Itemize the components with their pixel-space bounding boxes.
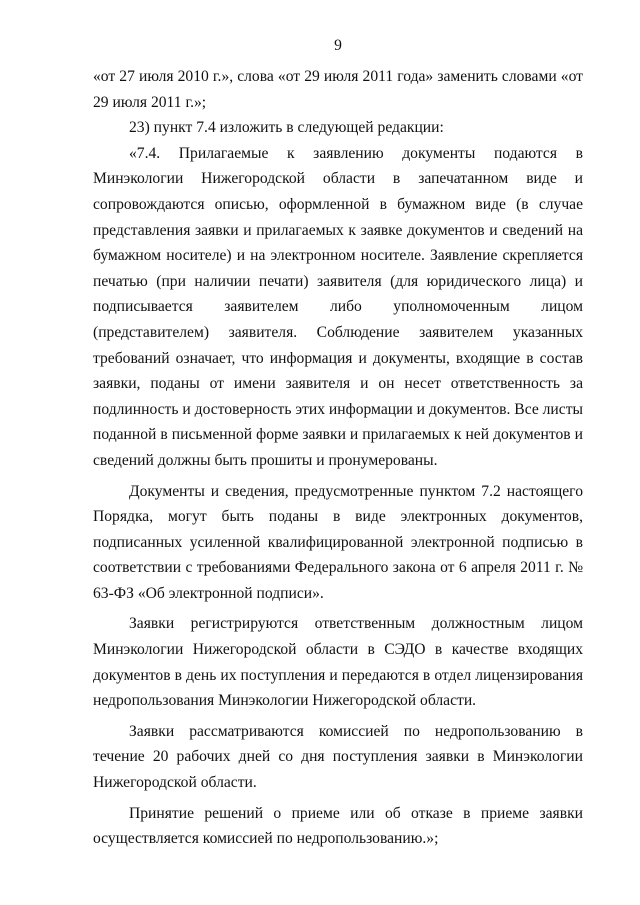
page-number: 9 — [334, 37, 342, 54]
paragraph-7: Принятие решений о приеме или об отказе в приеме заявки осуществляется комиссией по недропользованию.»; — [93, 804, 583, 848]
paragraph-3: «7.4. Прилагаемые к заявлению документы подаются в Минэкологии Нижегородской области в запечатанном виде и сопровождаются описью, оформленной в бумажном виде (в случае представления заявки и прилагаемых к заявке документов и сведений на бумажном носителе) и на электронном носителе. Заявление скрепляется печатью (при наличии печати) заявителя (для юридического лица) и подписывается заявителем либо уполномоченным лицом (представителем) заявителя. Соблюдение заявителем указанных требований означает, что информация и документы, входящие в состав заявки, поданы от имени заявителя и он несет ответственность за подлинность и достоверность этих информации и документов. Все листы поданной в письменной форме заявки и прилагаемых к ней документов и сведений должны быть прошиты и пронумерованы. — [93, 144, 583, 469]
paragraph-5: Заявки регистрируются ответственным должностным лицом Минэкологии Нижегородской области в СЭДО в качестве входящих документов в день их поступления и передаются в отдел лицензирования недропользования Минэкологии Нижегородской области. — [93, 615, 583, 710]
document-body — [93, 64, 583, 852]
paragraph-1: «от 27 июля 2010 г.», слова «от 29 июля 2011 года» заменить словами «от 29 июля 2011 г.»; — [93, 68, 583, 111]
paragraph-2: 23) пункт 7.4 изложить в следующей редакции: — [129, 119, 444, 137]
paragraph-4: Документы и сведения, предусмотренные пунктом 7.2 настоящего Порядка, могут быть поданы в виде электронных документов, подписанных усиленной квалифицированной электронной подписью в соответствии с требованиями Федерального закона от 6 апреля 2011 г. № 63-ФЗ «Об электронной подписи». — [93, 482, 583, 602]
paragraph-6: Заявки рассматриваются комиссией по недропользованию в течение 20 рабочих дней со дня поступления заявки в Минэкологии Нижегородской области. — [93, 722, 583, 792]
